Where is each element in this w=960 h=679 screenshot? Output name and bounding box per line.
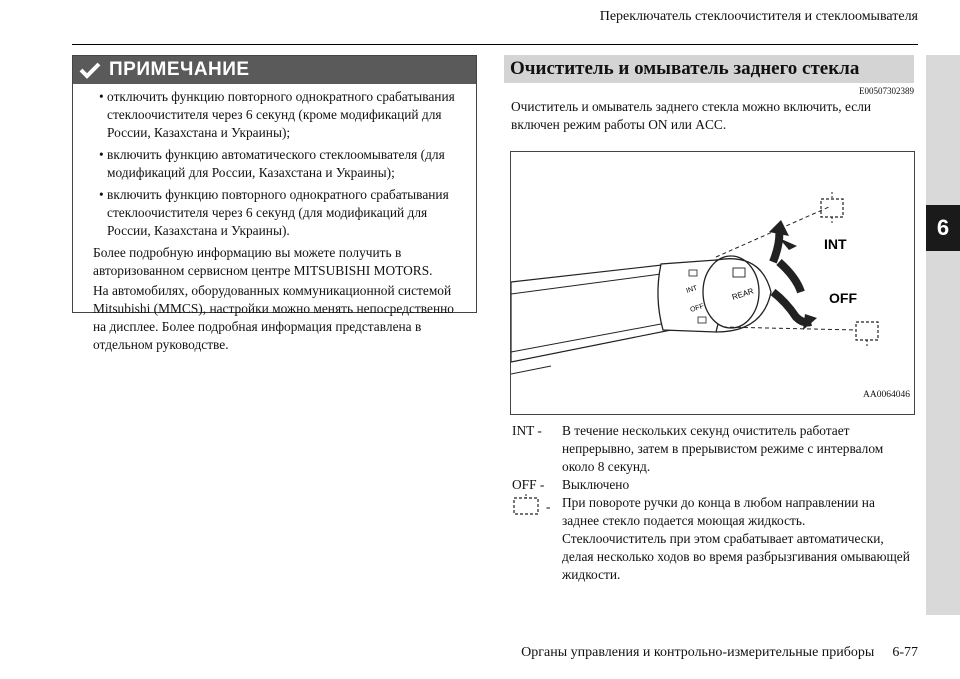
definitions-list [512, 422, 912, 584]
figure-caption: AA0064046 [863, 390, 910, 400]
rear-washer-icon [856, 322, 878, 347]
note-bullet-text: отключить функцию повторного однократного срабатывания стеклоочистителя через 6 секунд (кроме модификаций для России, Казахстана и Украины); [107, 89, 455, 140]
definition-desc: Выключено [562, 477, 630, 492]
check-icon [79, 61, 101, 79]
chapter-tab: 6 [926, 205, 960, 251]
off-position-label: OFF [829, 290, 857, 306]
section-title: Очиститель и омыватель заднего стекла [504, 55, 914, 83]
knob-int-label: INT [685, 284, 699, 295]
header-divider [72, 44, 918, 45]
note-bullet: • включить функцию повторного однократного срабатывания стеклоочистителя через 6 секунд (для модификаций для России, Казахстана и Украины). [99, 187, 449, 238]
note-title: ПРИМЕЧАНИЕ [109, 59, 250, 80]
definition-term: INT - [512, 423, 542, 438]
note-box [72, 55, 477, 352]
chapter-side-strip [926, 55, 960, 615]
note-bullet: • отключить функцию повторного однократного срабатывания стеклоочистителя через 6 секунд (кроме модификаций для России, Казахстана и Украины); [99, 89, 455, 140]
definition-int [512, 422, 912, 476]
wiper-lever-illustration [511, 152, 914, 414]
section-intro: Очиститель и омыватель заднего стекла можно включить, если включен режим работы ON или ACC. [511, 99, 872, 132]
note-body [73, 84, 476, 354]
definition-off [512, 476, 912, 494]
definition-desc: В течение нескольких секунд очиститель работает непрерывно, затем в прерывистом режиме с интервалом около 8 секунд. [562, 423, 884, 474]
definition-dash: - [546, 499, 551, 514]
int-position-label: INT [824, 236, 847, 252]
rear-washer-icon [512, 494, 544, 516]
definition-desc: При повороте ручки до конца в любом направлении на заднее стекло подается моющая жидкость. Стеклоочиститель при этом срабатывает автоматически, делая несколько ходов во время разбрызгивания омывающей жидкости. [562, 495, 910, 582]
knob-off-label: OFF [689, 302, 705, 314]
note-header [73, 56, 476, 84]
note-bullet-text: включить функцию автоматического стеклоомывателя (для модификаций для России, Казахстана и Украины); [107, 147, 445, 180]
wiper-lever-figure [510, 151, 915, 415]
note-paragraph: На автомобилях, оборудованных коммуникационной системой Mitsubishi (MMCS), настройки можно менять непосредственно на дисплее. Более подробная информация представлена в отдельном руководстве. [93, 283, 454, 352]
knob-rear-label: REAR [730, 286, 755, 302]
note-bullet: • включить функцию автоматического стеклоомывателя (для модификаций для России, Казахстана и Украины); [99, 147, 445, 180]
rear-washer-icon [821, 192, 843, 224]
section-code: E00507302389 [859, 86, 914, 96]
note-bullet-text: включить функцию повторного однократного срабатывания стеклоочистителя через 6 секунд (для модификаций для России, Казахстана и Украины). [107, 187, 449, 238]
note-paragraph: Более подробную информацию вы можете получить в авторизованном сервисном центре MITSUBISHI MOTORS. [93, 245, 433, 278]
definition-term [512, 494, 562, 584]
definition-washer [512, 494, 912, 584]
page-header-title: Переключатель стеклоочистителя и стеклоомывателя [599, 9, 918, 24]
footer-section: Органы управления и контрольно-измерительные приборы [521, 645, 875, 660]
page-footer [521, 645, 918, 661]
definition-term: OFF - [512, 477, 545, 492]
page-number: 6-77 [892, 645, 918, 660]
